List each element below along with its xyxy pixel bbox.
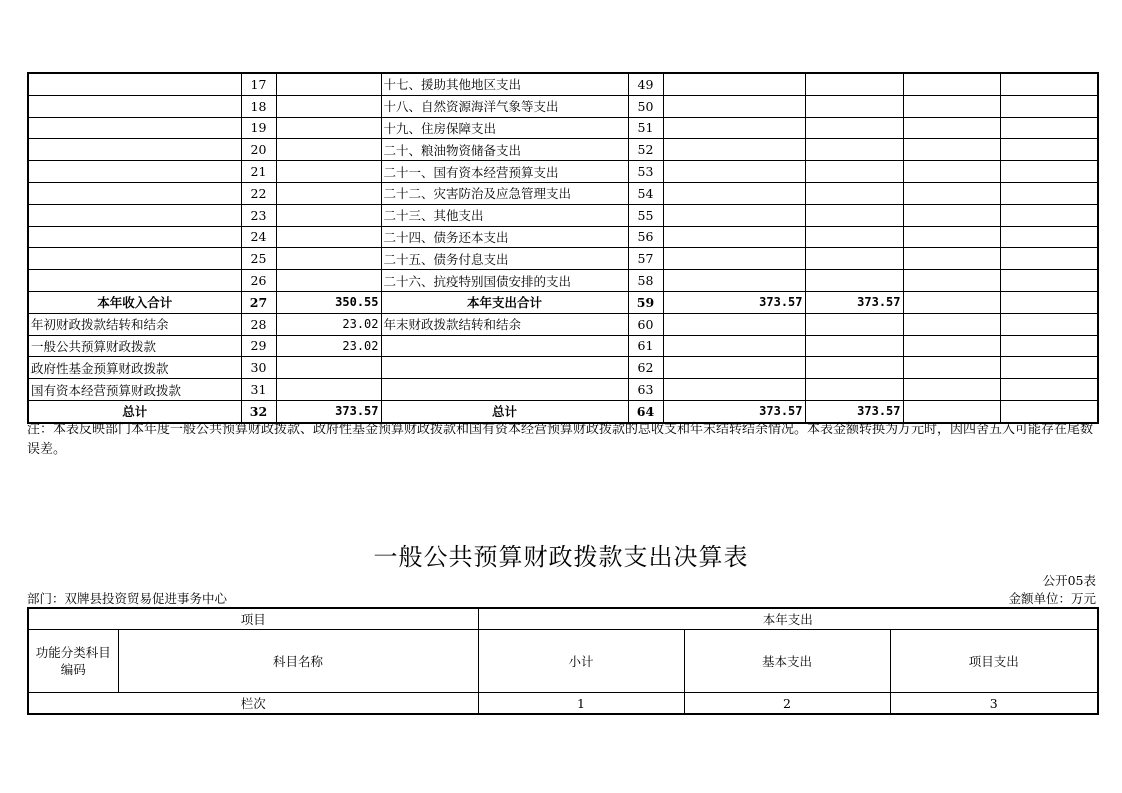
- expense-amount: [903, 204, 1000, 226]
- expense-amount: [663, 335, 805, 357]
- expense-amount: [1000, 270, 1098, 292]
- header-row-1: [28, 608, 1098, 630]
- expense-item-cell: [381, 335, 628, 357]
- table-row: [28, 226, 1098, 248]
- expense-amount: [903, 161, 1000, 183]
- expense-amount: [903, 182, 1000, 204]
- expense-item-cell: 二十五、债务付息支出: [381, 248, 628, 270]
- income-row-number: 18: [241, 95, 276, 117]
- expense-amount: [663, 379, 805, 401]
- income-row-number: 23: [241, 204, 276, 226]
- income-item-cell: 本年收入合计: [28, 291, 241, 313]
- unit-label: 金额单位：万元: [1008, 591, 1096, 606]
- expense-amount: [663, 248, 805, 270]
- header-project: 项目: [28, 608, 478, 630]
- department-label: 部门：双牌县投资贸易促进事务中心: [27, 591, 228, 606]
- table-row: [28, 379, 1098, 401]
- table-note: 注：本表反映部门本年度一般公共预算财政拨款、政府性基金预算财政拨款和国有资本经营预算财政拨款的总收支和年末结转结余情况。本表金额转换为万元时，因四舍五入可能存在尾数误差。: [27, 422, 1094, 457]
- income-item-cell: [28, 182, 241, 204]
- expense-amount: [663, 182, 805, 204]
- expense-amount: [663, 139, 805, 161]
- income-item-cell: [28, 73, 241, 95]
- income-amount: 23.02: [276, 335, 381, 357]
- header-row-2: [28, 630, 1098, 693]
- income-row-number: 28: [241, 313, 276, 335]
- header-subject-name: 科目名称: [118, 630, 478, 693]
- income-item-cell: [28, 204, 241, 226]
- expense-amount: [903, 139, 1000, 161]
- expense-row-number: 55: [628, 204, 663, 226]
- expense-amount: [805, 379, 903, 401]
- income-row-number: 17: [241, 73, 276, 95]
- income-row-number: 22: [241, 182, 276, 204]
- income-item-cell: 年初财政拨款结转和结余: [28, 313, 241, 335]
- income-item-cell: [28, 139, 241, 161]
- expense-row-number: 59: [628, 291, 663, 313]
- expense-row-number: 49: [628, 73, 663, 95]
- expense-row-number: 56: [628, 226, 663, 248]
- expense-amount: [805, 139, 903, 161]
- header-project-expense: 项目支出: [890, 630, 1098, 693]
- table-row: [28, 182, 1098, 204]
- expense-row-number: 51: [628, 117, 663, 139]
- expense-amount: [903, 379, 1000, 401]
- expense-item-cell: 二十、粮油物资储备支出: [381, 139, 628, 161]
- income-amount: 23.02: [276, 313, 381, 335]
- expense-amount: [1000, 379, 1098, 401]
- expense-item-cell: 总计: [381, 400, 628, 422]
- income-row-number: 24: [241, 226, 276, 248]
- income-amount: [276, 95, 381, 117]
- expense-amount: [663, 73, 805, 95]
- expense-amount: [805, 313, 903, 335]
- income-expense-table-body: [28, 73, 1098, 423]
- header-function-code: 功能分类科目编码: [28, 630, 118, 693]
- expense-row-number: 52: [628, 139, 663, 161]
- expense-amount: [903, 95, 1000, 117]
- expense-amount: [1000, 139, 1098, 161]
- header-current-year: 本年支出: [478, 608, 1098, 630]
- income-item-cell: [28, 270, 241, 292]
- expense-amount: [903, 335, 1000, 357]
- expense-row-number: 62: [628, 357, 663, 379]
- expense-amount: [805, 335, 903, 357]
- expense-amount: [903, 291, 1000, 313]
- table-row: [28, 270, 1098, 292]
- income-amount: [276, 182, 381, 204]
- expense-row-number: 63: [628, 379, 663, 401]
- page-title: 一般公共预算财政拨款支出决算表: [373, 543, 749, 571]
- expense-amount: [903, 248, 1000, 270]
- table-row: [28, 73, 1098, 95]
- expense-amount: [663, 313, 805, 335]
- expense-amount: [1000, 117, 1098, 139]
- income-row-number: 32: [241, 400, 276, 422]
- income-row-number: 26: [241, 270, 276, 292]
- expense-item-cell: 十九、住房保障支出: [381, 117, 628, 139]
- expense-amount: [805, 73, 903, 95]
- income-amount: [276, 204, 381, 226]
- expense-amount: [1000, 204, 1098, 226]
- row-label: 栏次: [28, 693, 478, 715]
- expense-amount: [903, 270, 1000, 292]
- table-row: [28, 313, 1098, 335]
- expense-item-cell: 二十六、抗疫特别国债安排的支出: [381, 270, 628, 292]
- income-amount: 373.57: [276, 400, 381, 422]
- expense-item-cell: 本年支出合计: [381, 291, 628, 313]
- income-row-number: 21: [241, 161, 276, 183]
- general-budget-expenditure-table: [27, 607, 1099, 715]
- expense-amount: [663, 95, 805, 117]
- expense-amount: [903, 313, 1000, 335]
- expense-row-number: 54: [628, 182, 663, 204]
- income-item-cell: 国有资本经营预算财政拨款: [28, 379, 241, 401]
- expense-item-cell: 二十一、国有资本经营预算支出: [381, 161, 628, 183]
- income-amount: [276, 226, 381, 248]
- income-row-number: 27: [241, 291, 276, 313]
- expense-amount: [1000, 73, 1098, 95]
- expense-amount: [805, 117, 903, 139]
- table-row: [28, 335, 1098, 357]
- income-amount: [276, 270, 381, 292]
- column-number: 1: [478, 693, 684, 715]
- header-subtotal: 小计: [478, 630, 684, 693]
- expense-amount: [663, 161, 805, 183]
- column-number: 2: [684, 693, 890, 715]
- expense-amount: [805, 182, 903, 204]
- expense-row-number: 60: [628, 313, 663, 335]
- income-item-cell: [28, 117, 241, 139]
- income-row-number: 25: [241, 248, 276, 270]
- income-amount: [276, 357, 381, 379]
- table-row: [28, 95, 1098, 117]
- expense-amount: [1000, 182, 1098, 204]
- expense-row-number: 53: [628, 161, 663, 183]
- table-row: [28, 248, 1098, 270]
- expense-amount: [1000, 95, 1098, 117]
- header-basic-expense: 基本支出: [684, 630, 890, 693]
- income-row-number: 19: [241, 117, 276, 139]
- table-row: [28, 139, 1098, 161]
- expense-row-number: 50: [628, 95, 663, 117]
- table-row: [28, 291, 1098, 313]
- expense-amount: [805, 357, 903, 379]
- expense-row-number: 61: [628, 335, 663, 357]
- expense-item-cell: [381, 379, 628, 401]
- income-item-cell: [28, 226, 241, 248]
- expense-amount: [663, 117, 805, 139]
- expense-item-cell: 二十三、其他支出: [381, 204, 628, 226]
- expense-row-number: 58: [628, 270, 663, 292]
- income-row-number: 31: [241, 379, 276, 401]
- expense-item-cell: 十八、自然资源海洋气象等支出: [381, 95, 628, 117]
- income-item-cell: 总计: [28, 400, 241, 422]
- income-row-number: 29: [241, 335, 276, 357]
- expense-amount: [805, 95, 903, 117]
- column-number: 3: [890, 693, 1098, 715]
- expense-amount: [663, 270, 805, 292]
- income-item-cell: [28, 95, 241, 117]
- income-amount: [276, 379, 381, 401]
- expense-amount: [903, 357, 1000, 379]
- income-item-cell: [28, 248, 241, 270]
- income-amount: [276, 73, 381, 95]
- income-amount: [276, 161, 381, 183]
- table-row: [28, 204, 1098, 226]
- expense-amount: [1000, 248, 1098, 270]
- expense-amount: 373.57: [663, 291, 805, 313]
- expense-amount: [1000, 313, 1098, 335]
- expense-amount: [805, 226, 903, 248]
- expense-amount: [805, 270, 903, 292]
- expense-amount: [903, 73, 1000, 95]
- expense-amount: [663, 204, 805, 226]
- income-row-number: 30: [241, 357, 276, 379]
- expense-amount: [805, 204, 903, 226]
- expense-amount: [1000, 226, 1098, 248]
- expense-row-number: 64: [628, 400, 663, 422]
- expense-item-cell: 年末财政拨款结转和结余: [381, 313, 628, 335]
- table-number: 公开05表: [1042, 573, 1096, 588]
- expense-amount: 373.57: [805, 400, 903, 422]
- column-number-row: [28, 693, 1098, 715]
- expense-amount: [805, 161, 903, 183]
- expense-amount: [1000, 291, 1098, 313]
- expense-amount: [663, 357, 805, 379]
- income-amount: [276, 248, 381, 270]
- expense-item-cell: [381, 357, 628, 379]
- income-amount: 350.55: [276, 291, 381, 313]
- income-item-cell: 政府性基金预算财政拨款: [28, 357, 241, 379]
- income-amount: [276, 117, 381, 139]
- table-row: [28, 117, 1098, 139]
- expense-amount: [903, 226, 1000, 248]
- income-row-number: 20: [241, 139, 276, 161]
- income-item-cell: [28, 161, 241, 183]
- expense-amount: 373.57: [805, 291, 903, 313]
- table-row: [28, 161, 1098, 183]
- expense-amount: [663, 226, 805, 248]
- expense-amount: [1000, 357, 1098, 379]
- expense-item-cell: 十七、援助其他地区支出: [381, 73, 628, 95]
- expense-amount: [805, 248, 903, 270]
- income-expense-table: [27, 72, 1099, 424]
- table-row: [28, 357, 1098, 379]
- income-amount: [276, 139, 381, 161]
- expense-item-cell: 二十四、债务还本支出: [381, 226, 628, 248]
- expense-amount: [1000, 161, 1098, 183]
- expense-item-cell: 二十二、灾害防治及应急管理支出: [381, 182, 628, 204]
- expense-row-number: 57: [628, 248, 663, 270]
- expense-amount: 373.57: [663, 400, 805, 422]
- income-item-cell: 一般公共预算财政拨款: [28, 335, 241, 357]
- expense-amount: [903, 117, 1000, 139]
- expense-amount: [1000, 335, 1098, 357]
